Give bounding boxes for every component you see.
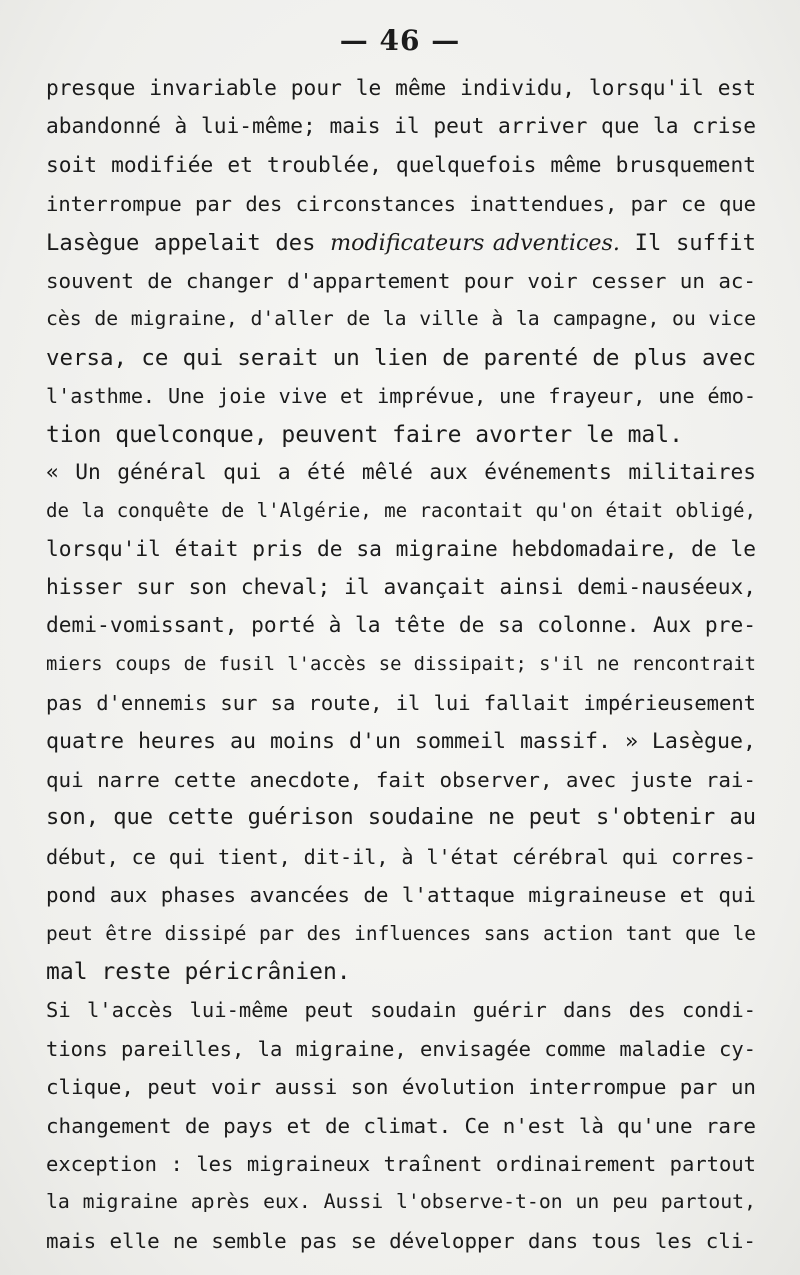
text-line: son, que cette guérison soudaine ne peut s'obtenir au — [46, 805, 756, 831]
text-line: versa, ce qui serait un lien de parenté de plus avec — [46, 344, 756, 371]
page-number: — 46 — — [339, 24, 461, 57]
text-line: hisser sur son cheval; il avançait ainsi demi-nauséeux, — [46, 575, 756, 601]
text-line: l'asthme. Une joie vive et imprévue, une frayeur, une émo- — [46, 384, 756, 409]
text-line: début, ce qui tient, dit-il, à l'état cérébral qui corres- — [46, 844, 756, 869]
text-line: « Un général qui a été mêlé aux événements militaires — [46, 459, 756, 485]
text-line: pond aux phases avancées de l'attaque migraineuse et qui — [46, 883, 756, 908]
text-line: de la conquête de l'Algérie, me racontait qu'on était obligé, — [46, 499, 756, 523]
text-segment: Lasègue appelait des — [46, 229, 331, 256]
text-line: Si l'accès lui-même peut soudain guérir dans des condi- — [46, 998, 756, 1023]
text-line: miers coups de fusil l'accès se dissipait; s'il ne rencontrait — [46, 653, 756, 675]
text-line: lorsqu'il était pris de sa migraine hebdomadaire, de le — [46, 536, 756, 562]
text-line: interrompue par des circonstances inattendues, par ce que — [46, 192, 756, 217]
text-line: exception : les migraineux traînent ordinairement partout — [46, 1151, 756, 1176]
text-line: peut être dissipé par des influences sans action tant que le — [46, 921, 756, 945]
text-line: presque invariable pour le même individu, lorsqu'il est — [46, 76, 756, 101]
text-line: tions pareilles, la migraine, envisagée comme maladie cy- — [46, 1036, 756, 1061]
text-line: clique, peut voir aussi son évolution interrompue par un — [46, 1075, 756, 1100]
text-line: la migraine après eux. Aussi l'observe-t-on un peu partout, — [46, 1190, 756, 1214]
text-line: mais elle ne semble pas se développer dans tous les cli- — [46, 1228, 756, 1253]
text-segment: Il suffit — [619, 229, 756, 256]
text-line: quatre heures au moins d'un sommeil massif. » Lasègue, — [46, 728, 756, 754]
text-line: soit modifiée et troublée, quelquefois même brusquement — [46, 152, 756, 178]
text-line: tion quelconque, peuvent faire avorter le mal. — [46, 421, 683, 448]
text-line: qui narre cette anecdote, fait observer, avec juste rai- — [46, 768, 756, 793]
italic-term: modificateurs adventices. — [330, 229, 620, 256]
text-line: souvent de changer d'appartement pour voir cesser un ac- — [46, 268, 756, 293]
text-line: cès de migraine, d'aller de la ville à la campagne, ou vice — [46, 307, 756, 331]
text-line: abandonné à lui-même; mais il peut arriver que la crise — [46, 114, 756, 140]
text-line: demi-vomissant, porté à la tête de sa colonne. Aux pre- — [46, 613, 756, 639]
text-line: pas d'ennemis sur sa route, il lui fallait impérieusement — [46, 691, 756, 716]
text-line: mal reste péricrânien. — [46, 958, 351, 985]
body-text — [46, 70, 756, 1260]
text-line: changement de pays et de climat. Ce n'est là qu'une rare — [46, 1113, 756, 1138]
text-line — [46, 224, 756, 262]
